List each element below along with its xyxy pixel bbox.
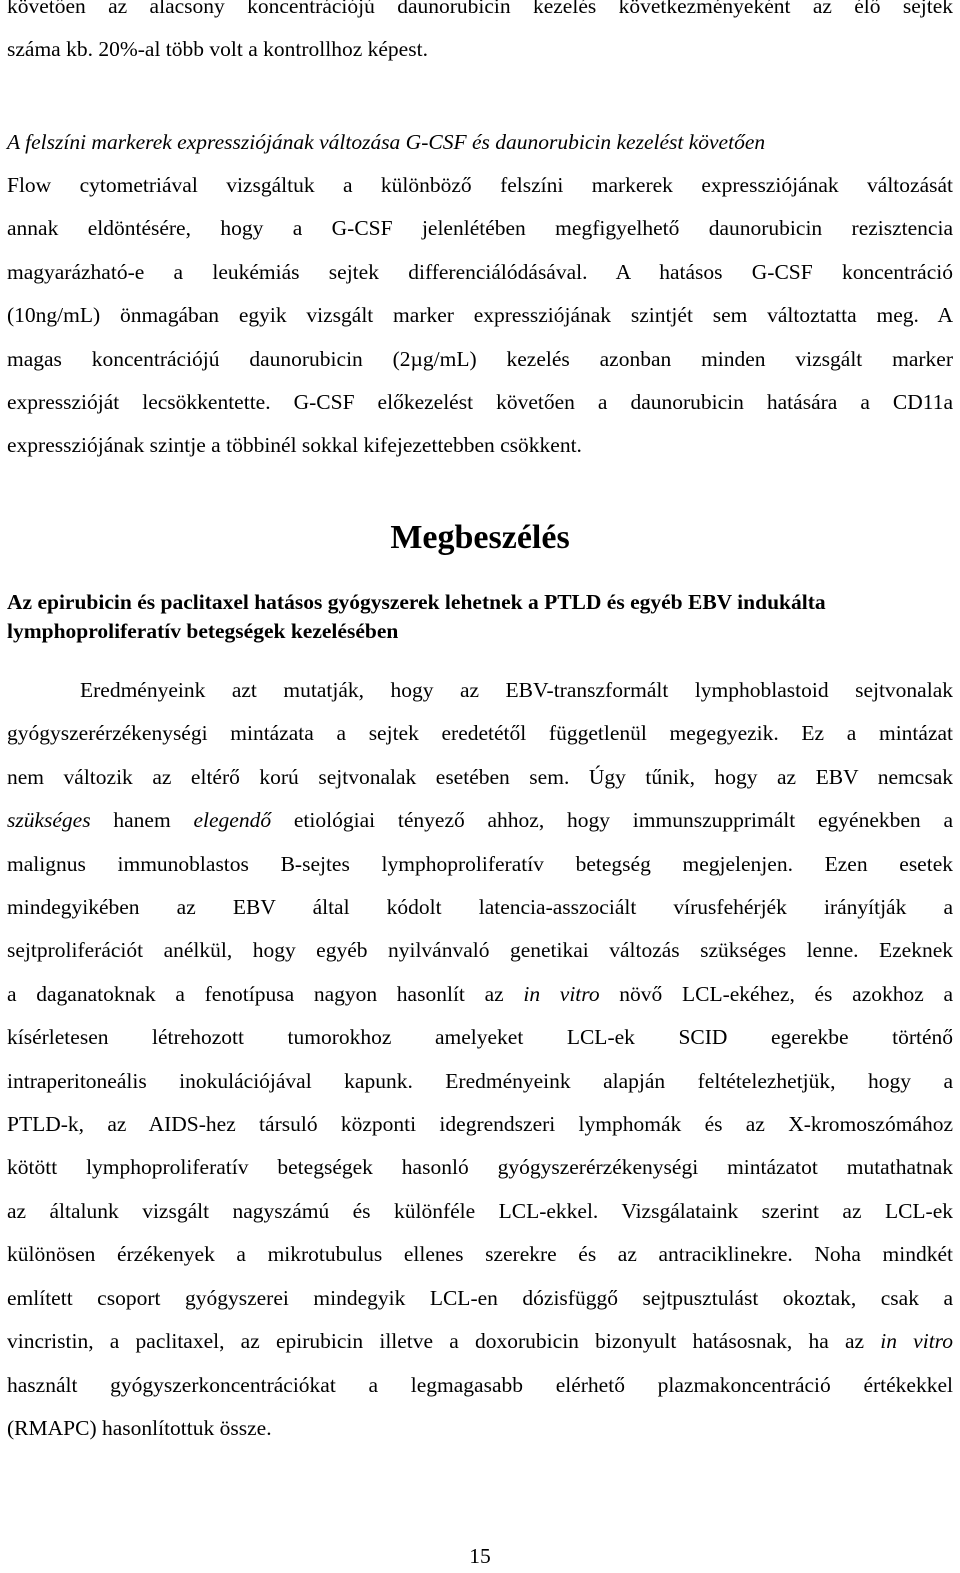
text-line: követően az alacsony koncentrációjú daunorubicin kezelés következményeként az élő sejtek — [7, 0, 953, 18]
discussion-heading: Megbeszélés — [390, 519, 570, 556]
text-line: kötött lymphoproliferatív betegségek hasonló gyógyszerérzékenységi mintázatot mutathatnak — [7, 1155, 953, 1180]
text-line: száma kb. 20%-al több volt a kontrollhoz képest. — [7, 37, 428, 62]
text-fragment: növő LCL-ekéhez, és azokhoz a — [599, 981, 953, 1006]
italic-term: in vitro — [880, 1329, 953, 1354]
results-paragraph — [7, 164, 953, 468]
text-line: magyarázható-e a leukémiás sejtek differenciálódásával. A hatásos G-CSF koncentráció — [7, 259, 953, 284]
text-line: mindegyikében az EBV által kódolt latencia-asszociált vírusfehérjék irányítják a — [7, 895, 953, 920]
text-line: Flow cytometriával vizsgáltuk a különböző felszíni markerek expressziójának változását — [7, 173, 953, 197]
text-line: gyógyszerérzékenységi mintázata a sejtek eredetétől függetlenül megegyezik. Ez a mintázat — [7, 721, 953, 746]
text-line — [7, 1320, 953, 1363]
text-line: (10ng/mL) önmagában egyik vizsgált marker expressziójának szintjét sem változtatta meg. A — [7, 303, 953, 328]
text-line: malignus immunoblastos B-sejtes lymphoproliferatív betegség megjelenjen. Ezen esetek — [7, 851, 953, 876]
text-line: különösen érzékenyek a mikrotubulus ellenes szerekre és az antraciklinekre. Noha mindkét — [7, 1242, 953, 1267]
text-line: magas koncentrációjú daunorubicin (2µg/mL) kezelés azonban minden vizsgált marker — [7, 346, 953, 371]
discussion-paragraph — [7, 669, 953, 1450]
text-line — [7, 799, 953, 842]
text-fragment: etiológiai tényező ahhoz, hogy immunszupprimált egyénekben a — [271, 808, 954, 833]
text-line: expresszióját lecsökkentette. G-CSF előkezelést követően a daunorubicin hatására a CD11a — [7, 390, 953, 415]
text-line: nem változik az eltérő korú sejtvonalak esetében sem. Úgy tűnik, hogy az EBV nemcsak — [7, 764, 953, 789]
text-line: (RMAPC) hasonlítottuk össze. — [7, 1415, 272, 1440]
text-fragment: hanem — [90, 808, 194, 833]
intro-paragraph — [7, 0, 953, 72]
text-line: annak eldöntésére, hogy a G-CSF jelenlétében megfigyelhető daunorubicin rezisztencia — [7, 216, 953, 241]
italic-term: in vitro — [523, 981, 600, 1006]
text-fragment: a daganatoknak a fenotípusa nagyon hasonlít az — [7, 981, 524, 1006]
text-line: kísérletesen létrehozott tumorokhoz amelyeket LCL-ek SCID egerekbe történő — [7, 1025, 953, 1050]
text-line: Eredményeink azt mutatják, hogy az EBV-transzformált lymphoblastoid sejtvonalak — [80, 678, 953, 702]
text-line: intraperitoneális inokulációjával kapunk. Eredményeink alapján feltételezhetjük, hogy a — [7, 1068, 953, 1093]
section-title: A felszíni markerek expressziójának változása G-CSF és daunorubicin kezelést követően — [7, 130, 766, 154]
text-line: sejtproliferációt anélkül, hogy egyéb nyilvánvaló genetikai változás szükséges lenne. Ezeknek — [7, 938, 953, 963]
text-line: PTLD-k, az AIDS-hez társuló központi idegrendszeri lymphomák és az X-kromoszómához — [7, 1112, 953, 1137]
text-line: használt gyógyszerkoncentrációkat a legmagasabb elérhető plazmakoncentráció értékekkel — [7, 1372, 953, 1397]
text-line: expressziójának szintje a többinél sokkal kifejezettebben csökkent. — [7, 433, 582, 458]
italic-term: szükséges — [7, 808, 91, 833]
page-number: 15 — [469, 1544, 491, 1568]
text-line: említett csoport gyógyszerei mindegyik LCL-en dózisfüggő sejtpusztulást okoztak, csak a — [7, 1285, 953, 1310]
italic-term: elegendő — [193, 808, 272, 833]
text-line: az általunk vizsgált nagyszámú és különféle LCL-ekkel. Vizsgálataink szerint az LCL-ek — [7, 1198, 953, 1223]
text-line — [7, 973, 953, 1016]
text-fragment: vincristin, a paclitaxel, az epirubicin illetve a doxorubicin bizonyult hatásosnak, ha az — [7, 1329, 881, 1354]
discussion-subheading: Az epirubicin és paclitaxel hatásos gyógyszerek lehetnek a PTLD és egyéb EBV indukálta lymphoproliferatív betegségek kezelésében — [7, 590, 826, 643]
